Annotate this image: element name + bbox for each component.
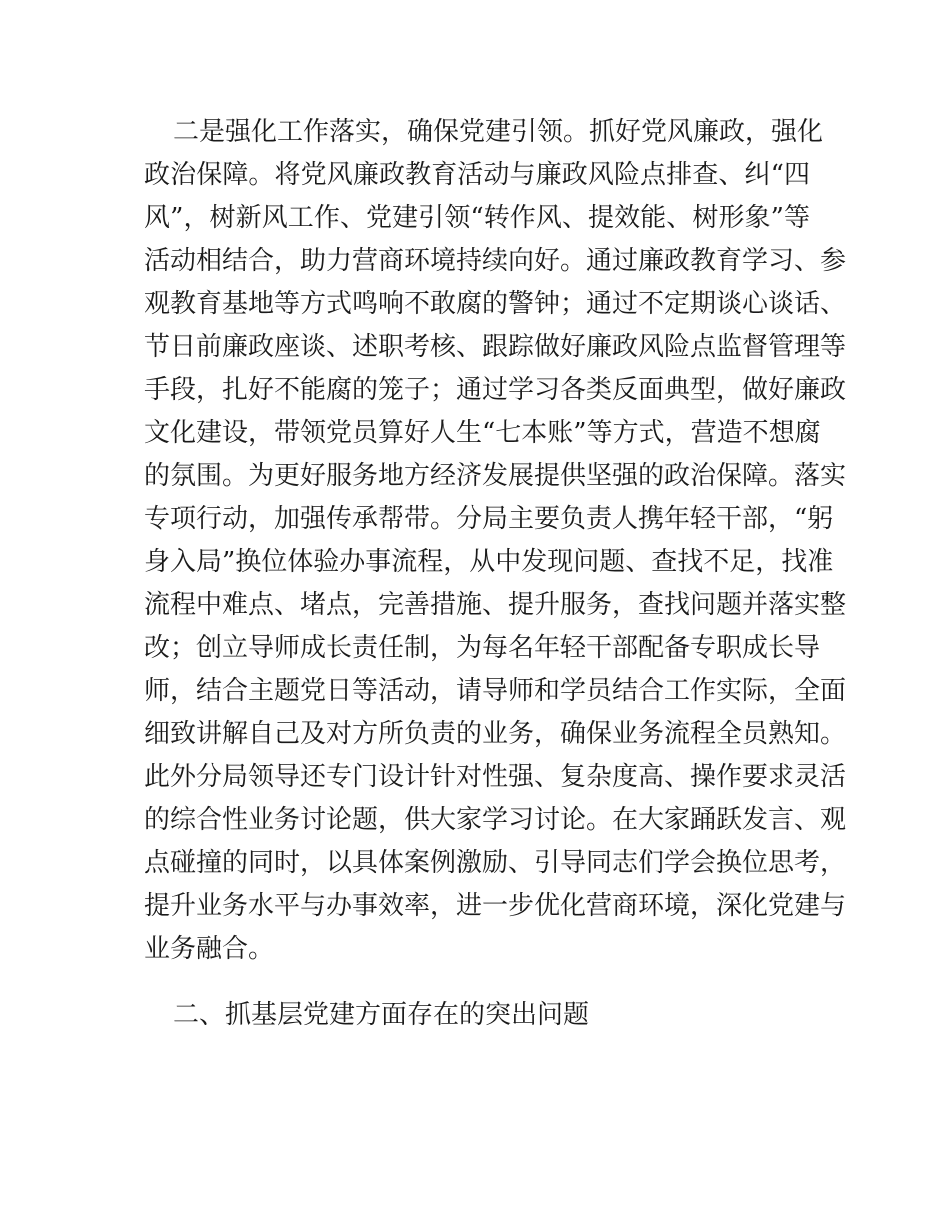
paragraph-line: 活动相结合，助力营商环境持续向好。通过廉政教育学习、参: [144, 246, 847, 276]
section-heading: 二、抓基层党建方面存在的突出问题: [173, 1000, 590, 1030]
paragraph-line: 的综合性业务讨论题，供大家学习讨论。在大家踊跃发言、观: [144, 805, 847, 835]
paragraph-line: 改；创立导师成长责任制，为每名年轻干部配备专职成长导: [144, 633, 821, 663]
paragraph-line: 点碰撞的同时，以具体案例激励、引导同志们学会换位思考，: [144, 848, 847, 878]
paragraph-line: 二是强化工作落实，确保党建引领。抓好党风廉政，强化: [173, 117, 824, 147]
paragraph-line: 细致讲解自己及对方所负责的业务，确保业务流程全员熟知。: [144, 719, 847, 749]
paragraph-line: 观教育基地等方式鸣响不敢腐的警钟；通过不定期谈心谈话、: [144, 289, 847, 319]
paragraph-line: 身入局”换位体验办事流程，从中发现问题、查找不足，找准: [144, 547, 834, 577]
paragraph-line: 政治保障。将党风廉政教育活动与廉政风险点排查、纠“四: [144, 160, 810, 190]
paragraph-line: 提升业务水平与办事效率，进一步优化营商环境，深化党建与: [144, 891, 847, 921]
paragraph-line: 节日前廉政座谈、述职考核、跟踪做好廉政风险点监督管理等: [144, 332, 847, 362]
paragraph-line: 此外分局领导还专门设计针对性强、复杂度高、操作要求灵活: [144, 762, 847, 792]
paragraph-line: 风”，树新风工作、党建引领“转作风、提效能、树形象”等: [144, 203, 810, 233]
paragraph-line: 专项行动，加强传承帮带。分局主要负责人携年轻干部，“躬: [144, 504, 834, 534]
paragraph-line: 师，结合主题党日等活动，请导师和学员结合工作实际，全面: [144, 676, 847, 706]
paragraph-line: 的氛围。为更好服务地方经济发展提供坚强的政治保障。落实: [144, 461, 847, 491]
paragraph-line: 文化建设，带领党员算好人生“七本账”等方式，营造不想腐: [144, 418, 821, 448]
paragraph-line: 手段，扎好不能腐的笼子；通过学习各类反面典型，做好廉政: [144, 375, 847, 405]
paragraph-line: 业务融合。: [144, 934, 275, 964]
paragraph-line: 流程中难点、堵点，完善措施、提升服务，查找问题并落实整: [144, 590, 847, 620]
